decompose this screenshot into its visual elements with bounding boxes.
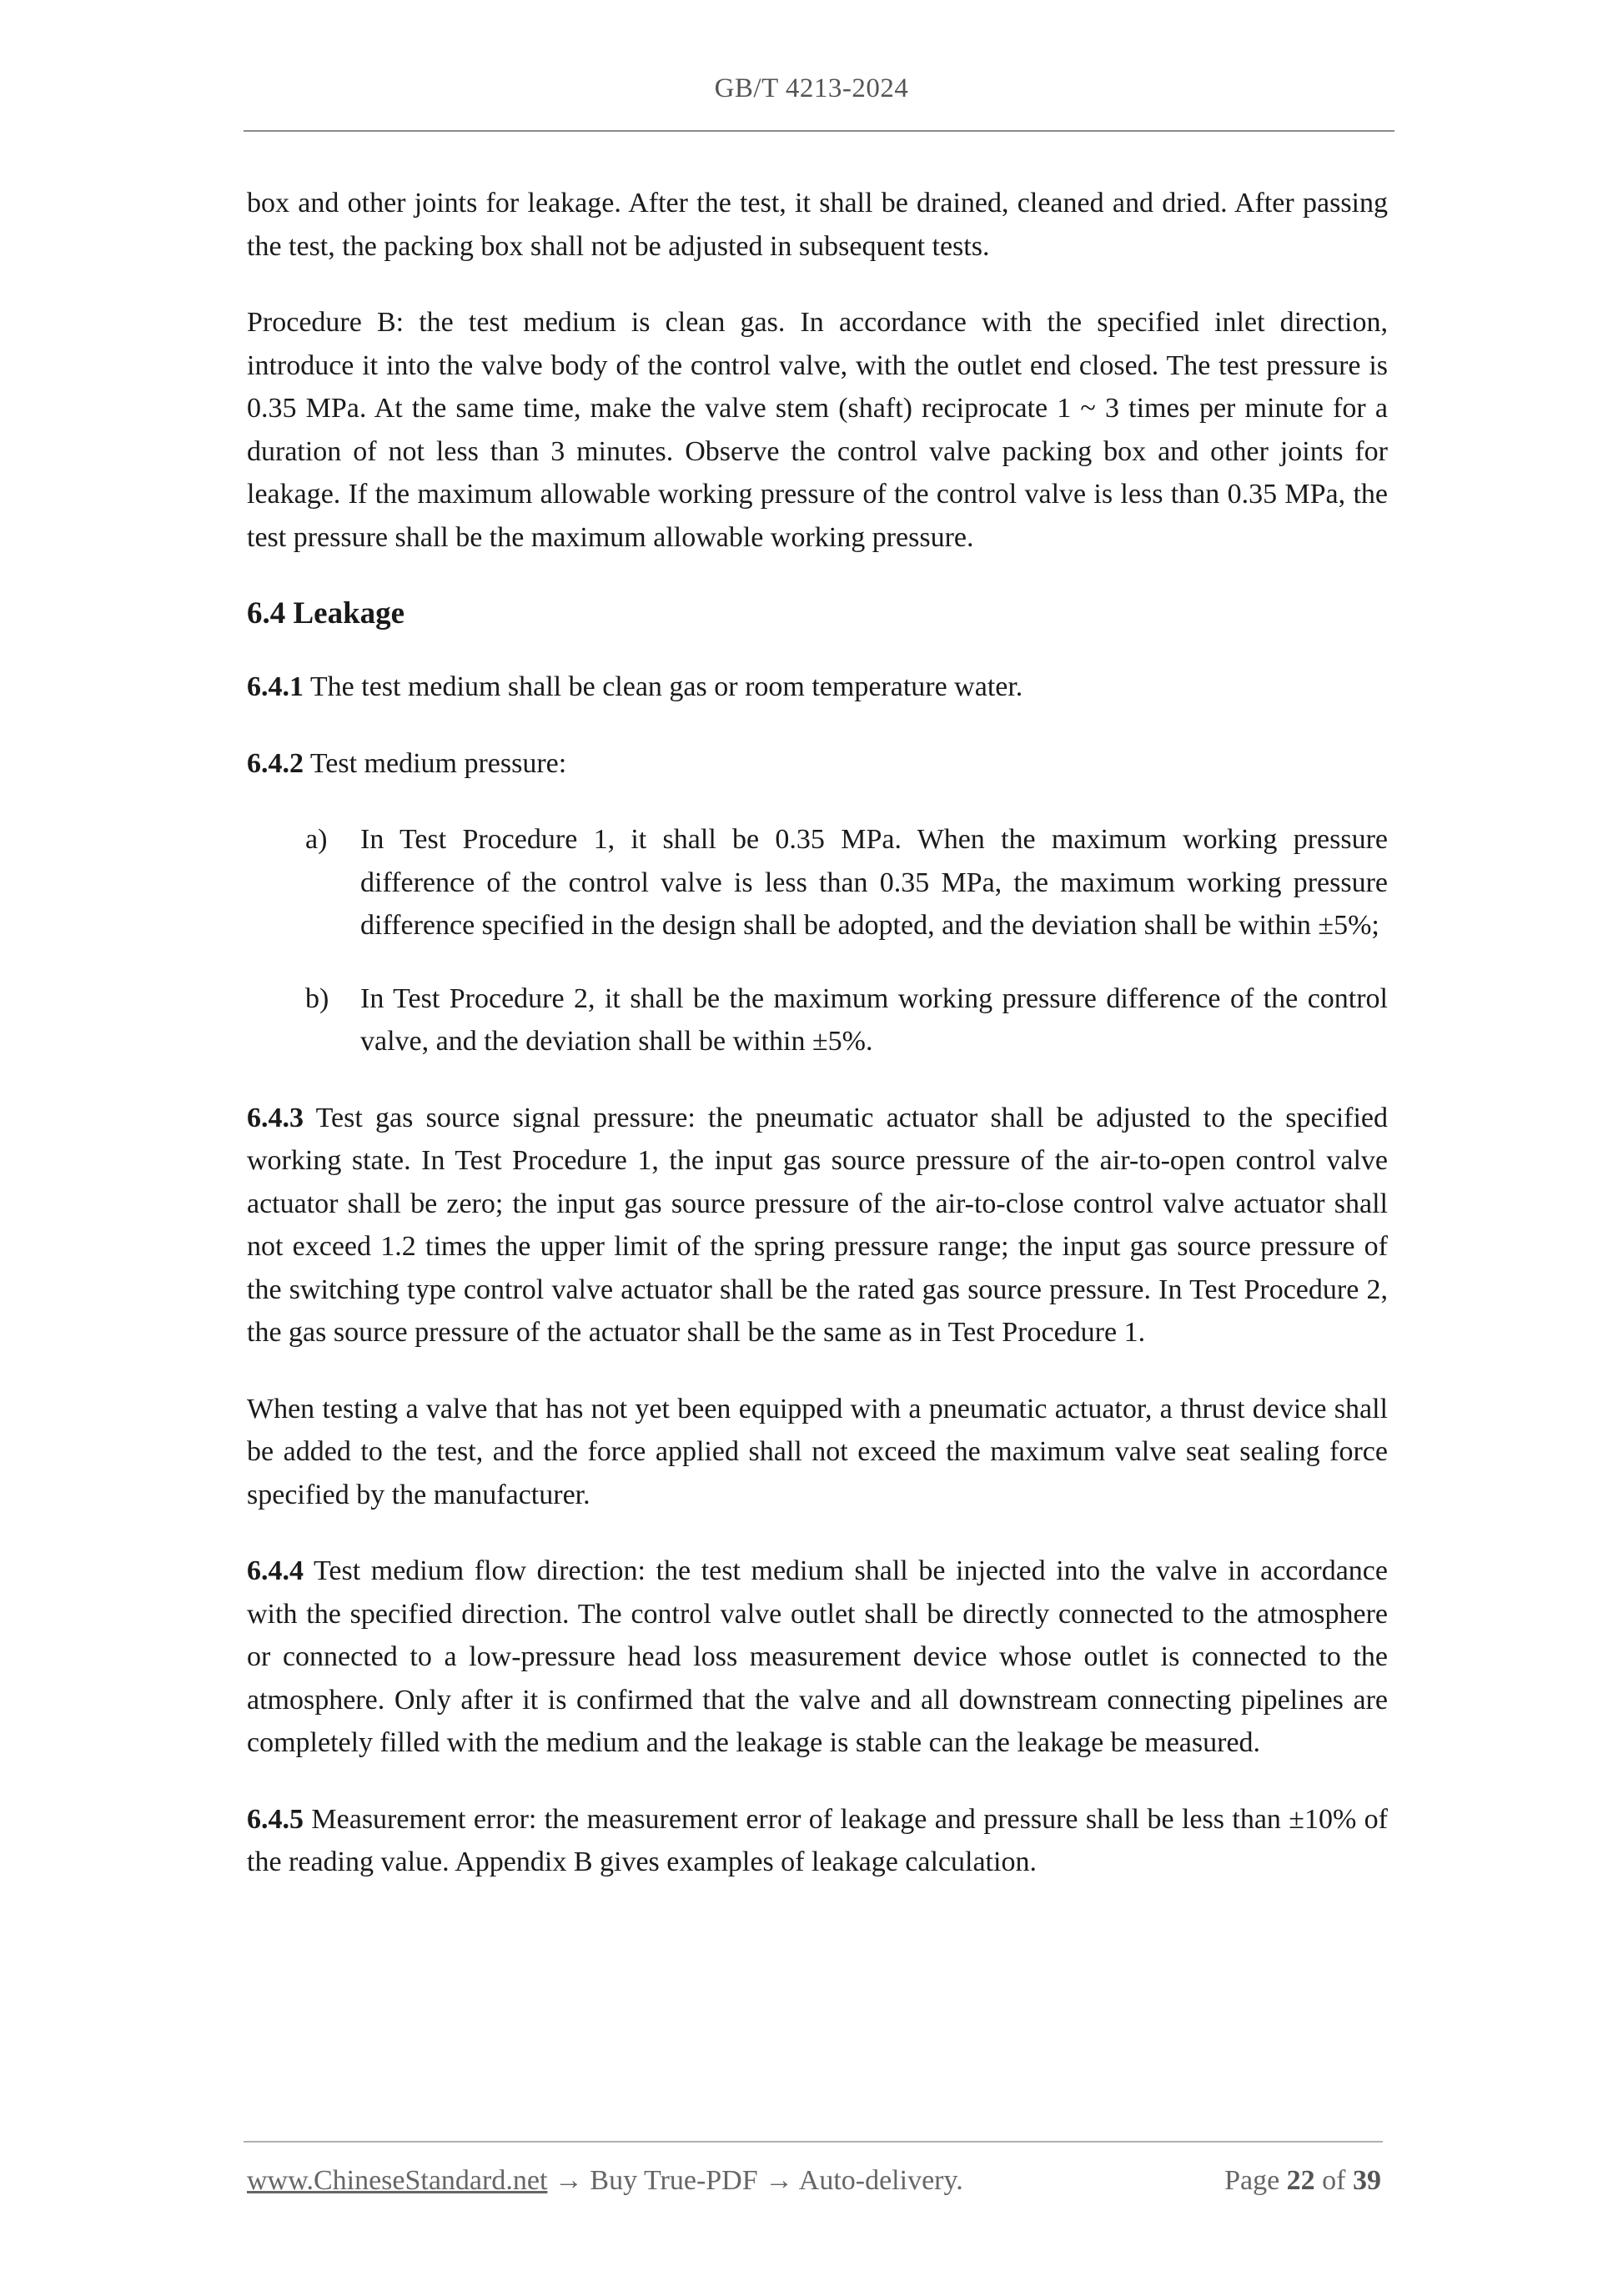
paragraph-procedure-b: Procedure B: the test medium is clean gas. In accordance with the specified inlet direction, introduce it into the valve body of the control valve, with the outlet end closed. The test pressure is 0.35 MPa. At the same time, make the valve stem (shaft) reciprocate 1 ~ 3 times per minute for a duration of not less than 3 minutes. Observe the control valve packing box and other joints for leakage. If the maximum allowable working pressure of the control valve is less than 0.35 MPa, the test pressure shall be the maximum allowable working pressure.	[247, 307, 1388, 553]
clause-6-4-5	[247, 1798, 1388, 1884]
list-text: In Test Procedure 2, it shall be the maximum working pressure difference of the control valve, and the deviation shall be within ±5%.	[360, 982, 1388, 1057]
list-item	[305, 818, 1388, 947]
page-indicator	[1224, 2165, 1381, 2197]
pressure-list	[247, 818, 1388, 1063]
clause-number: 6.4.4	[247, 1555, 304, 1586]
page-of: of	[1322, 2165, 1346, 2196]
list-marker: b)	[305, 982, 329, 1014]
footer-divider	[244, 2141, 1383, 2143]
paragraph-thrust-device: When testing a valve that has not yet been equipped with a pneumatic actuator, a thrust device shall be added to the test, and the force applied shall not exceed the maximum valve seat sealing force specified by the manufacturer.	[247, 1393, 1388, 1510]
clause-number: 6.4.1	[247, 671, 304, 702]
list-item	[305, 977, 1388, 1063]
clause-text: Test gas source signal pressure: the pneumatic actuator shall be adjusted to the specified working state. In Test Procedure 1, the input gas source pressure of the air-to-open control valve actuator shall be zero; the input gas source pressure of the air-to-close control valve actuator shall not exceed 1.2 times the upper limit of the spring pressure range; the input gas source pressure of the switching type control valve actuator shall be the rated gas source pressure. In Test Procedure 2, the gas source pressure of the actuator shall be the same as in Test Procedure 1.	[247, 1102, 1388, 1348]
list-text: In Test Procedure 1, it shall be 0.35 MPa. When the maximum working pressure difference of the control valve is less than 0.35 MPa, the maximum working pressure difference specified in the design shall be adopted, and the deviation shall be within ±5%;	[360, 824, 1388, 941]
header-divider	[244, 130, 1394, 132]
page-current: 22	[1286, 2165, 1315, 2196]
clause-6-4-4	[247, 1550, 1388, 1765]
clause-text: The test medium shall be clean gas or room temperature water.	[309, 671, 1023, 702]
page-label: Page	[1224, 2165, 1280, 2196]
clause-number: 6.4.5	[247, 1803, 304, 1835]
page-footer	[247, 2165, 1381, 2197]
clause-6-4-2	[247, 742, 1388, 786]
page-total: 39	[1353, 2165, 1381, 2196]
website-link[interactable]: www.ChineseStandard.net	[247, 2165, 548, 2196]
paragraph-continuation: box and other joints for leakage. After the test, it shall be drained, cleaned and dried. After passing the test, the packing box shall not be adjusted in subsequent tests.	[247, 188, 1388, 262]
section-heading: 6.4 Leakage	[247, 596, 405, 631]
clause-number: 6.4.3	[247, 1102, 304, 1133]
clause-text: Test medium pressure:	[309, 747, 567, 779]
clause-6-4-1	[247, 666, 1388, 709]
clause-text: Measurement error: the measurement error of leakage and pressure shall be less than ±10% of the reading value. Appendix B gives examples of leakage calculation.	[247, 1803, 1389, 1877]
document-header: GB/T 4213-2024	[714, 73, 909, 103]
clause-number: 6.4.2	[247, 747, 304, 779]
footer-left	[247, 2165, 963, 2197]
clause-text: Test medium flow direction: the test medium shall be injected into the valve in accordance with the specified direction. The control valve outlet shall be directly connected to the atmosphere or connected to a low-pressure head loss measurement device whose outlet is connected to the atmosphere. Only after it is confirmed that the valve and all downstream connecting pipelines are completely filled with the medium and the leakage is stable can the leakage be measured.	[247, 1555, 1388, 1758]
footer-tagline: → Buy True-PDF → Auto-delivery.	[547, 2165, 963, 2196]
clause-6-4-3	[247, 1097, 1388, 1354]
page-content	[247, 182, 1388, 1917]
list-marker: a)	[305, 824, 328, 855]
